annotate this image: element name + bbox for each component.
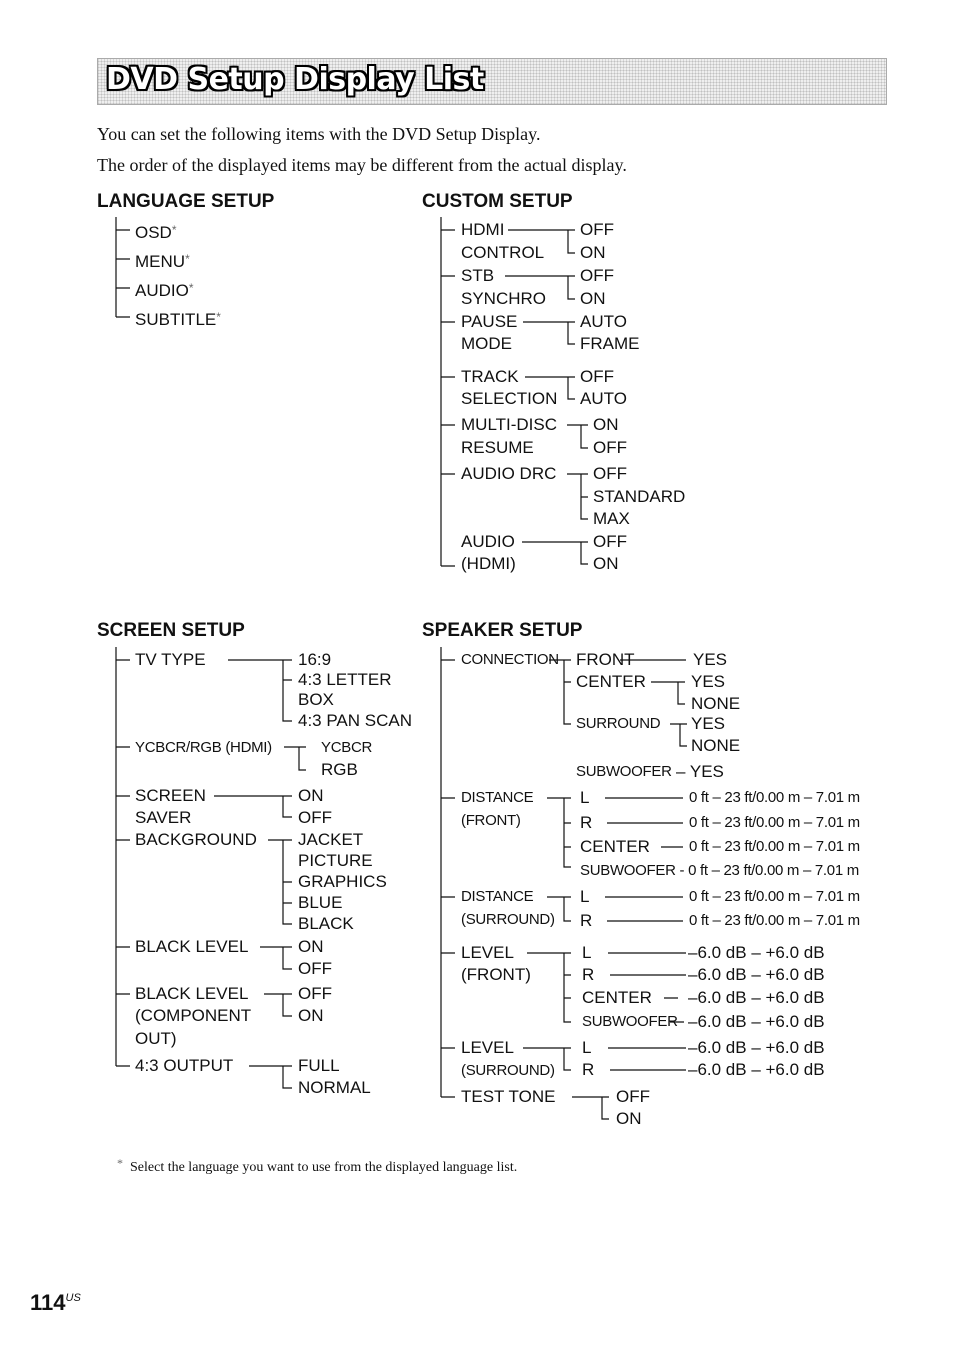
speaker-level-front-center: CENTER [582, 988, 652, 1007]
custom-audio-drc-label: AUDIO DRC [461, 464, 557, 483]
speaker-distance-surround-l-range: 0 ft – 23 ft/0.00 m – 7.01 m [689, 888, 860, 905]
custom-audio-drc-opt-off: OFF [593, 464, 627, 483]
custom-control-label: CONTROL [461, 243, 545, 262]
custom-audio-hdmi-opt-on: ON [593, 554, 619, 573]
speaker-distance-front-r-range: 0 ft – 23 ft/0.00 m – 7.01 m [689, 814, 860, 831]
custom-pause-opt-frame: FRAME [580, 334, 640, 353]
speaker-test-tone-opt-off: OFF [616, 1087, 650, 1106]
custom-hdmi-paren-label: (HDMI) [461, 554, 516, 573]
screen-tv-type-opt-43letter: 4:3 LETTER [298, 670, 392, 689]
custom-resume-label: RESUME [461, 438, 534, 457]
speaker-level-surround-l: L [582, 1038, 592, 1057]
screen-saver-opt-on: ON [298, 786, 324, 805]
footnote: * Select the language you want to use from the displayed language list. [117, 1156, 518, 1175]
screen-background-opt-black: BLACK [298, 914, 354, 933]
custom-audio-drc-opt-max: MAX [593, 509, 630, 528]
custom-hdmi-opt-on: ON [580, 243, 606, 262]
screen-ycbcr-label: YCBCR/RGB (HDMI) [135, 739, 272, 756]
screen-black-level-comp-opt-on: ON [298, 1006, 324, 1025]
custom-pause-opt-auto: AUTO [580, 312, 627, 331]
screen-background-opt-jacket: JACKET [298, 830, 364, 849]
speaker-level-front-paren-label: (FRONT) [461, 965, 531, 984]
screen-black-level-comp-opt-off: OFF [298, 984, 332, 1003]
screen-setup-heading: SCREEN SETUP [97, 620, 245, 641]
speaker-connection-front-val: YES [693, 650, 728, 669]
custom-multidisc-opt-on: ON [593, 415, 619, 434]
speaker-center-opt-none: NONE [691, 694, 741, 713]
custom-stb-opt-on: ON [580, 289, 606, 308]
screen-tv-type-opt-169: 16:9 [298, 650, 332, 669]
custom-pause-label: PAUSE [461, 312, 518, 331]
speaker-connection-subwoofer-val: – YES [676, 762, 724, 781]
custom-multidisc-label: MULTI-DISC [461, 415, 558, 434]
speaker-level-surround-paren-label: (SURROUND) [461, 1062, 555, 1079]
speaker-level-surround-r: R [582, 1060, 595, 1079]
speaker-surround-opt-none: NONE [691, 736, 741, 755]
custom-stb-opt-off: OFF [580, 266, 614, 285]
speaker-distance-surround-l: L [580, 887, 590, 906]
page-number: $114^{US}$ [30, 1290, 81, 1315]
screen-background-opt-picture: PICTURE [298, 851, 373, 870]
screen-tv-type-opt-43panscan: 4:3 PAN SCAN [298, 711, 413, 730]
language-item-subtitle: SUBTITLE* [135, 310, 221, 329]
speaker-level-front-r: R [582, 965, 595, 984]
custom-hdmi-label: HDMI [461, 220, 505, 239]
screen-out-label: OUT) [135, 1029, 177, 1048]
speaker-distance-front-label: DISTANCE [461, 789, 534, 806]
speaker-level-front-l-range: –6.0 dB – +6.0 dB [688, 943, 825, 962]
screen-43-output-label: 4:3 OUTPUT [135, 1056, 234, 1075]
screen-43-output-opt-normal: NORMAL [298, 1078, 371, 1097]
screen-black-level-label: BLACK LEVEL [135, 937, 249, 956]
screen-black-level-opt-on: ON [298, 937, 324, 956]
speaker-distance-front-center-range: 0 ft – 23 ft/0.00 m – 7.01 m [689, 838, 860, 855]
page-title: DVD Setup Display List [106, 62, 484, 97]
custom-audio-drc-opt-standard: STANDARD [593, 487, 686, 506]
speaker-level-front-r-range: –6.0 dB – +6.0 dB [688, 965, 825, 984]
custom-track-opt-off: OFF [580, 367, 614, 386]
speaker-level-front-label: LEVEL [461, 943, 514, 962]
screen-black-level-comp-label: BLACK LEVEL [135, 984, 249, 1003]
speaker-surround-opt-yes: YES [691, 714, 726, 733]
intro-line-1: You can set the following items with the DVD Setup Display. [97, 124, 541, 144]
speaker-level-front-center-range: –6.0 dB – +6.0 dB [688, 988, 825, 1007]
speaker-test-tone-opt-on: ON [616, 1109, 642, 1128]
custom-track-label: TRACK [461, 367, 519, 386]
speaker-level-front-subwoofer-range: –6.0 dB – +6.0 dB [688, 1012, 825, 1031]
custom-synchro-label: SYNCHRO [461, 289, 547, 308]
custom-audio-hdmi-opt-off: OFF [593, 532, 627, 551]
speaker-level-surround-r-range: –6.0 dB – +6.0 dB [688, 1060, 825, 1079]
custom-track-opt-auto: AUTO [580, 389, 627, 408]
custom-selection-label: SELECTION [461, 389, 558, 408]
speaker-distance-surround-label: DISTANCE [461, 888, 534, 905]
speaker-surround-paren-label: (SURROUND) [461, 911, 555, 928]
speaker-connection-surround: SURROUND [576, 715, 661, 732]
intro-line-2: The order of the displayed items may be different from the actual display. [97, 155, 627, 175]
screen-background-opt-graphics: GRAPHICS [298, 872, 387, 891]
screen-43-output-opt-full: FULL [298, 1056, 340, 1075]
screen-background-opt-blue: BLUE [298, 893, 343, 912]
speaker-connection-label: CONNECTION [461, 651, 559, 668]
speaker-distance-front-r: R [580, 813, 593, 832]
speaker-distance-front-l-range: 0 ft – 23 ft/0.00 m – 7.01 m [689, 789, 860, 806]
language-item-osd: OSD* [135, 223, 177, 242]
speaker-level-front-l: L [582, 943, 592, 962]
screen-screen-label: SCREEN [135, 786, 206, 805]
custom-mode-label: MODE [461, 334, 512, 353]
screen-tv-type-opt-box: BOX [298, 690, 334, 709]
speaker-distance-front-l: L [580, 788, 590, 807]
speaker-distance-front-center: CENTER [580, 837, 650, 856]
screen-ycbcr-opt-ycbcr: YCBCR [321, 739, 373, 756]
screen-ycbcr-opt-rgb: RGB [321, 760, 358, 779]
speaker-connection-subwoofer: SUBWOOFER [576, 763, 672, 780]
language-item-menu: MENU* [135, 252, 190, 271]
language-setup-heading: LANGUAGE SETUP [97, 191, 275, 212]
screen-component-label: (COMPONENT [135, 1006, 252, 1025]
speaker-distance-surround-r: R [580, 911, 593, 930]
speaker-setup-heading: SPEAKER SETUP [422, 620, 583, 641]
custom-setup-heading: CUSTOM SETUP [422, 191, 573, 212]
screen-saver-opt-off: OFF [298, 808, 332, 827]
speaker-level-surround-l-range: –6.0 dB – +6.0 dB [688, 1038, 825, 1057]
speaker-level-surround-label: LEVEL [461, 1038, 514, 1057]
screen-tv-type-label: TV TYPE [135, 650, 206, 669]
custom-hdmi-opt-off: OFF [580, 220, 614, 239]
language-item-audio: AUDIO* [135, 281, 194, 300]
speaker-front-paren-label: (FRONT) [461, 812, 521, 829]
screen-background-label: BACKGROUND [135, 830, 257, 849]
custom-multidisc-opt-off: OFF [593, 438, 627, 457]
screen-black-level-opt-off: OFF [298, 959, 332, 978]
speaker-distance-front-subwoofer: SUBWOOFER - 0 ft – 23 ft/0.00 m – 7.01 m [580, 862, 859, 879]
speaker-connection-center: CENTER [576, 672, 646, 691]
speaker-connection-front: FRONT [576, 650, 635, 669]
speaker-center-opt-yes: YES [691, 672, 726, 691]
speaker-distance-surround-r-range: 0 ft – 23 ft/0.00 m – 7.01 m [689, 912, 860, 929]
custom-audio-hdmi-label: AUDIO [461, 532, 515, 551]
speaker-level-front-subwoofer: SUBWOOFER [582, 1013, 678, 1030]
custom-stb-label: STB [461, 266, 495, 285]
speaker-test-tone-label: TEST TONE [461, 1087, 556, 1106]
screen-saver-label: SAVER [135, 808, 192, 827]
